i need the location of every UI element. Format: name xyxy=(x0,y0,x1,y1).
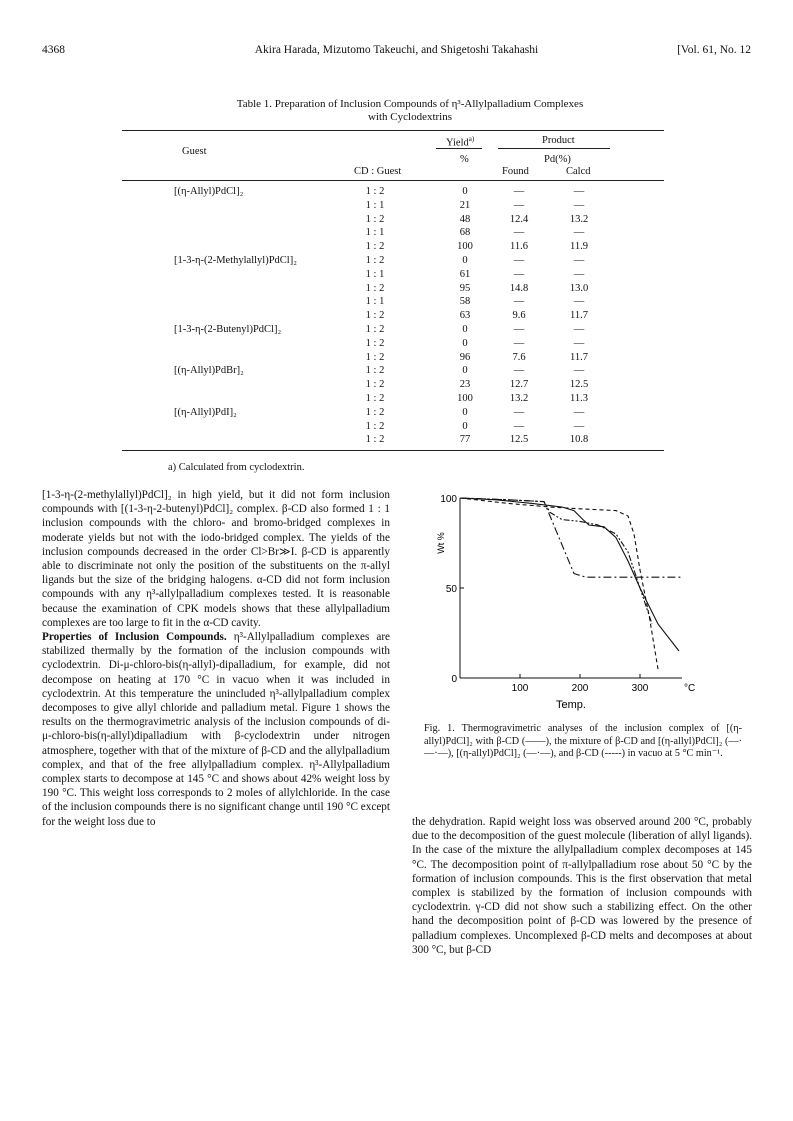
yield-cell: 58 xyxy=(459,296,471,308)
table-row xyxy=(122,200,664,212)
header-cd-guest: CD : Guest xyxy=(354,166,402,177)
table-row xyxy=(122,214,664,226)
found-cell: 14.8 xyxy=(509,282,529,294)
calcd-cell: 12.5 xyxy=(569,379,589,391)
ratio-cell: 1 : 1 xyxy=(365,199,385,211)
yield-cell: 0 xyxy=(462,255,468,266)
guest-cell: [(η-Allyl)PdCl]₂ xyxy=(174,186,244,197)
yield-cell: 96 xyxy=(459,351,471,363)
found-cell: 13.2 xyxy=(509,393,529,404)
guest-cell: [1-3-η-(2-Butenyl)PdCl]₂ xyxy=(174,324,282,335)
header-calcd: Calcd xyxy=(566,166,591,177)
calcd-cell: — xyxy=(573,324,585,335)
paragraph: η³-Allylpalladium complexes are stabilized thermally by the formation of the inclusion compounds with cyclodextrin. Di-μ-chloro-bis(η-allyl)-dipalladium, for example, did not decompose on heating at 170 °C in vacuo when it was included in cyclodextrin. At this temperature the unincluded η³-allylpalladium complex decomposes to give allyl chloride and palladium metal. Figure 1 shows the results on the thermogravimetric analysis of the inclusion compounds of di-μ-chloro-bis(η-allyl)dipalladium with β-cyclodextrin under nitrogen atmosphere, together with that of the mixture of β-CD and the allylpalladium complex, and that of the free allylpalladium complex. η³-Allylpalladium complex starts to decompose at 145 °C and shows about 42% weight loss by 190 °C. This weight loss corresponds to 2 moles of allylchloride. In the case of the inclusion compounds there is no significant change until 190 °C except for the weight loss due to xyxy=(42,631,391,828)
ratio-cell: 1 : 1 xyxy=(365,296,385,308)
table-row xyxy=(122,352,664,364)
ratio-cell: 1 : 2 xyxy=(365,255,385,266)
ratio-cell: 1 : 2 xyxy=(365,434,385,446)
found-cell: — xyxy=(513,199,525,211)
found-cell: 9.6 xyxy=(512,310,526,322)
ratio-cell: 1 : 2 xyxy=(365,324,385,335)
header-guest: Guest xyxy=(182,146,207,157)
series-line xyxy=(460,498,679,651)
ratio-cell: 1 : 2 xyxy=(365,310,385,322)
table-row xyxy=(122,434,664,446)
ratio-cell: 1 : 2 xyxy=(365,365,385,377)
header-pd: Pd(%) xyxy=(544,154,571,165)
ratio-cell: 1 : 2 xyxy=(365,379,385,391)
header-yield-sup: a) xyxy=(468,135,475,143)
yield-cell: 48 xyxy=(459,213,471,225)
yield-cell: 61 xyxy=(459,268,471,280)
x-tick-label: 300 xyxy=(631,683,649,694)
found-cell: 12.5 xyxy=(509,434,529,446)
calcd-cell: 13.0 xyxy=(569,282,589,294)
found-cell: — xyxy=(513,420,525,432)
header-percent: % xyxy=(460,154,469,165)
page-number: 4368 xyxy=(42,44,65,56)
table-row xyxy=(122,283,664,295)
ratio-cell: 1 : 1 xyxy=(365,268,385,280)
table-row xyxy=(122,379,664,391)
found-cell: — xyxy=(513,337,525,349)
series-line xyxy=(460,498,658,669)
calcd-cell: — xyxy=(573,255,585,266)
calcd-cell: — xyxy=(573,227,585,239)
table-row xyxy=(122,227,664,239)
y-axis-label: Wt % xyxy=(436,532,446,554)
ratio-cell: 1 : 2 xyxy=(365,337,385,349)
yield-rule xyxy=(436,148,482,149)
table-row xyxy=(122,310,664,322)
ratio-cell: 1 : 2 xyxy=(365,186,385,197)
yield-cell: 100 xyxy=(457,393,473,404)
y-tick-label: 50 xyxy=(445,584,457,595)
product-rule xyxy=(498,148,610,149)
found-cell: 12.4 xyxy=(509,213,529,225)
table-row xyxy=(122,338,664,350)
table-caption-line2: with Cyclodextrins xyxy=(367,111,453,123)
calcd-cell: — xyxy=(573,268,585,280)
calcd-cell: 13.2 xyxy=(569,213,589,225)
table-top-rule xyxy=(122,130,664,131)
ratio-cell: 1 : 1 xyxy=(365,227,385,239)
calcd-cell: 10.8 xyxy=(569,434,589,446)
section-heading: Properties of Inclusion Compounds. xyxy=(42,631,227,644)
found-cell: 7.6 xyxy=(512,351,526,363)
found-cell: — xyxy=(513,406,525,418)
series-line xyxy=(460,498,652,624)
x-tick-label: 100 xyxy=(511,683,529,694)
ratio-cell: 1 : 2 xyxy=(365,213,385,225)
table-row xyxy=(122,393,664,405)
ratio-cell: 1 : 2 xyxy=(365,393,385,404)
table-header-rule xyxy=(122,180,664,181)
found-cell: 11.6 xyxy=(510,241,528,253)
yield-cell: 23 xyxy=(459,379,471,391)
figure-caption: Fig. 1. Thermogravimetric analyses of the inclusion complex of [(η-allyl)PdCl]₂ with β-CD (——), the mixture of β-CD and [(η-allyl)PdCl]₂ (—·—·—), [(η-allyl)PdCl]₂ (—·—), and β-CD (-----) in vacuo at 5 °C min⁻¹. xyxy=(424,723,742,759)
guest-cell: [1-3-η-(2-Methylallyl)PdCl]₂ xyxy=(174,255,297,266)
calcd-cell: 11.7 xyxy=(570,310,588,322)
table-bottom-rule xyxy=(122,450,664,451)
journal-volume: [Vol. 61, No. 12 xyxy=(677,44,751,56)
ratio-cell: 1 : 2 xyxy=(365,241,385,253)
table-row xyxy=(122,186,664,198)
yield-cell: 0 xyxy=(462,406,468,418)
ratio-cell: 1 : 2 xyxy=(365,406,385,418)
calcd-cell: — xyxy=(573,337,585,349)
table-row xyxy=(122,407,664,419)
found-cell: — xyxy=(513,227,525,239)
table-footnote: a) Calculated from cyclodextrin. xyxy=(168,462,305,473)
found-cell: 12.7 xyxy=(509,379,529,391)
ratio-cell: 1 : 2 xyxy=(365,282,385,294)
table-row xyxy=(122,255,664,267)
yield-cell: 77 xyxy=(459,434,471,446)
y-tick-label: 0 xyxy=(451,674,457,685)
running-authors: Akira Harada, Mizutomo Takeuchi, and Shigetoshi Takahashi xyxy=(254,44,539,56)
table-caption xyxy=(130,98,690,124)
yield-cell: 100 xyxy=(457,241,473,253)
table-row xyxy=(122,421,664,433)
found-cell: — xyxy=(513,186,525,197)
calcd-cell: — xyxy=(573,406,585,418)
header-yield xyxy=(446,135,474,149)
y-tick-label: 100 xyxy=(440,494,457,505)
guest-cell: [(η-Allyl)PdBr]₂ xyxy=(174,365,244,377)
found-cell: — xyxy=(513,255,525,266)
calcd-cell: 11.3 xyxy=(570,393,588,404)
header-product: Product xyxy=(542,135,575,146)
left-column xyxy=(42,488,390,829)
guest-cell: [(η-Allyl)PdI]₂ xyxy=(174,406,237,418)
paragraph: [1-3-η-(2-methylallyl)PdCl]₂ in high yield, but it did not form inclusion compounds with [(1-3-η-2-butenyl)PdCl]₂ complex. β-CD also formed 1 : 1 inclusion compounds with the chloro- and bromo-bridged complexes in moderate yields but not with the iodo-bridged complex. The yields of the inclusion compounds decreased in the order Cl>Br≫I. β-CD is apparently able to discriminate not only the position of the substituents on the π-allyl ligands but the size of the bridging halogens. α-CD did not form inclusion compounds with any η³-allylpalladium complexes tested. It is reasonable because the examination of CPK models shows that these allylpalladium complexes are too large to fit in the α-CD cavity. xyxy=(42,489,390,629)
calcd-cell: 11.7 xyxy=(570,351,588,363)
paragraph: the dehydration. Rapid weight loss was observed around 200 °C, probably due to the decomposition of the guest molecule (liberation of allyl ligands). In the case of the mixture the allylpalladium complex decomposes at 145 °C. The decomposition point of π-allylpalladium rose about 50 °C by the formation of inclusion compounds. This is the first observation that metal complex is stabilized by the formation of inclusion compounds with cyclodextrin. γ-CD did not show such a stabilizing effect. On the other hand the decomposition point of β-CD was lowered by the presence of palladium complexes. Uncomplexed β-CD melts and decomposes at about 300 °C, but β-CD xyxy=(412,816,752,956)
found-cell: — xyxy=(513,268,525,280)
found-cell: — xyxy=(513,324,525,335)
yield-cell: 0 xyxy=(462,337,468,349)
x-tick-label: 200 xyxy=(571,683,589,694)
yield-cell: 0 xyxy=(462,186,468,197)
table-row xyxy=(122,241,664,253)
table-row xyxy=(122,296,664,308)
calcd-cell: — xyxy=(573,420,585,432)
right-column xyxy=(412,815,752,957)
yield-cell: 0 xyxy=(462,365,468,377)
calcd-cell: 11.9 xyxy=(570,241,588,253)
calcd-cell: — xyxy=(573,186,585,197)
calcd-cell: — xyxy=(573,296,585,308)
yield-cell: 0 xyxy=(462,324,468,335)
x-axis-label: Temp. xyxy=(556,699,586,711)
yield-cell: 95 xyxy=(459,282,471,294)
table-row xyxy=(122,269,664,281)
yield-cell: 21 xyxy=(459,199,471,211)
yield-cell: 0 xyxy=(462,420,468,432)
tga-chart xyxy=(412,488,712,718)
ratio-cell: 1 : 2 xyxy=(365,420,385,432)
ratio-cell: 1 : 2 xyxy=(365,351,385,363)
header-yield-text: Yield xyxy=(446,137,469,149)
yield-cell: 68 xyxy=(459,227,471,239)
table-caption-line1: Table 1. Preparation of Inclusion Compounds of η³-Allylpalladium Complexes xyxy=(236,98,584,110)
x-unit-label: °C xyxy=(684,683,696,694)
found-cell: — xyxy=(513,296,525,308)
table-row xyxy=(122,365,664,377)
header-found: Found xyxy=(502,166,529,177)
yield-cell: 63 xyxy=(459,310,471,322)
table-row xyxy=(122,324,664,336)
found-cell: — xyxy=(513,365,525,377)
calcd-cell: — xyxy=(573,365,585,377)
calcd-cell: — xyxy=(573,199,585,211)
